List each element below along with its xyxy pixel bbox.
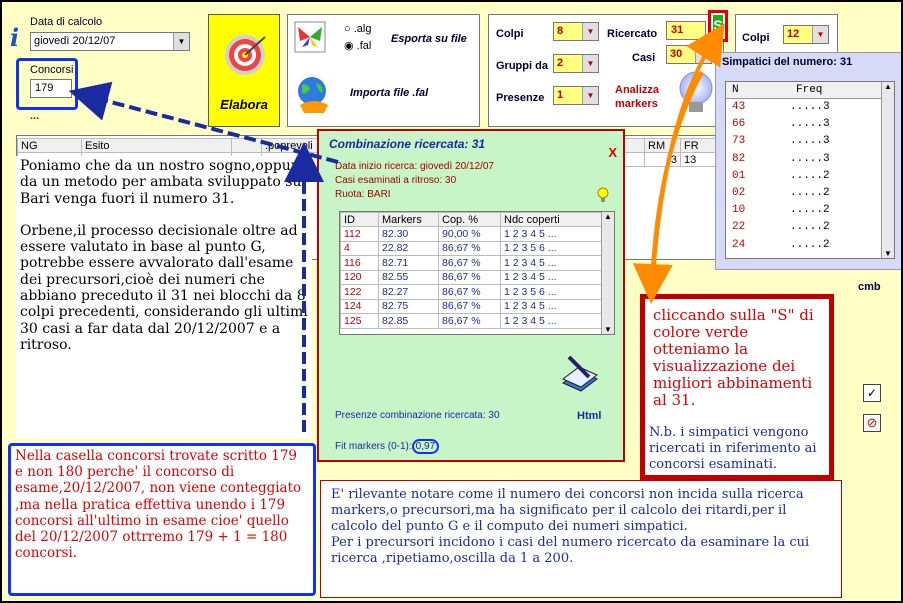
simpatici-list (725, 81, 895, 259)
scroll-up-icon[interactable]: ▲ (884, 82, 892, 91)
check-icon[interactable]: ✓ (863, 384, 881, 402)
list-item[interactable]: 22 .....2 (732, 221, 830, 234)
gruppi-select[interactable]: 2 ▼ (553, 54, 599, 73)
concorsi-input[interactable]: 179 (30, 79, 72, 98)
note-nb: N.b. i simpatici vengono ricercati in riferimento ai concorsi esaminati. (649, 425, 829, 473)
html-link[interactable]: Html (577, 410, 602, 422)
markers-body (341, 227, 602, 329)
gruppi-label: Gruppi da (496, 60, 548, 72)
fit-markers: Fit markers (0-1): 0,97 (335, 441, 439, 452)
ruota: Ruota: BARI (335, 189, 391, 200)
colpi2-select[interactable]: 12 ▼ (783, 25, 829, 44)
concorsi-label: Concorsi (30, 64, 74, 76)
file-panel (287, 14, 480, 127)
s-button[interactable]: S (708, 10, 728, 42)
chevron-down-icon[interactable]: ▼ (173, 33, 189, 50)
note-rilevante: E' rilevante notare come il numero dei concorsi non incida sulla ricerca markers,o precursori,ma ha significato per il calcolo dei ritardi,per il calcolo del punto G e il computo dei numeri simpatici. Per i precursori incidono i casi del numero ricercato da esaminare la cui ricerca ,ripetiamo,oscilla da 1 a 200. (320, 480, 842, 598)
globe-icon[interactable] (294, 75, 334, 115)
simpatici-header (726, 82, 882, 99)
esporta-link[interactable]: Esporta su file (391, 33, 467, 45)
dots-link[interactable]: ... (30, 110, 40, 122)
note-sogno: Poniamo che da un nostro sogno,oppure da un metodo per ambata sviluppato su Bari venga fuori il numero 31. Orbene,il processo decisionale oltre ad essere valutato in base al punto G, potrebbe essere avvalorato dall'esame dei precursori,cioè dei numeri che abbiano preceduto il 31 nei blocchi da 8 colpi precedenti, considerando gli ultimi 30 casi a far data dal 20/12/2007 e a ritroso. (16, 156, 312, 438)
scroll-down-icon[interactable]: ▼ (604, 325, 612, 334)
table-row[interactable]: 4 22.82 86,67 % 1 2 3 5 6 ... (341, 241, 602, 256)
fal-radio[interactable]: ◉ .fal (344, 40, 372, 52)
colpi-select[interactable]: 8 ▼ (553, 22, 599, 41)
note-cliccando: cliccando sulla "S" di colore verde otteniamo la visualizzazione dei migliori abbinamenti al 31. (653, 307, 825, 409)
simpatici-scrollbar[interactable] (881, 82, 894, 258)
data-select[interactable] (30, 32, 190, 51)
analizza-link[interactable]: Analizza markers (615, 84, 660, 110)
cmb-label: cmb (858, 281, 881, 293)
markers-scrollbar[interactable] (601, 212, 614, 334)
list-item[interactable]: 10 .....2 (732, 204, 830, 217)
table-row[interactable]: 124 82.75 86,67 % 1 2 3 4 5 ... (341, 299, 602, 314)
markers-header-row: ID Markers Cop. % Ndc coperti (341, 213, 602, 227)
fit-value: 0,97 (412, 439, 439, 454)
simpatici-title: Simpatici del numero: 31 (722, 56, 853, 68)
ricercato-input[interactable]: 31 (666, 21, 706, 40)
presenze-combinazione: Presenze combinazione ricercata: 30 (335, 410, 500, 421)
lightbulb-icon[interactable] (676, 70, 716, 118)
col-freq: Freq (796, 84, 823, 96)
markers-list (339, 211, 615, 335)
colpi-label: Colpi (496, 28, 524, 40)
col-n: N (732, 84, 739, 96)
list-item[interactable]: 43 .....3 (732, 101, 830, 113)
ricercato-label: Ricercato (607, 28, 658, 40)
list-item[interactable]: 02 .....2 (732, 186, 830, 199)
list-item[interactable]: 24 .....2 (732, 238, 830, 251)
scroll-up-icon[interactable]: ▲ (604, 212, 612, 221)
list-item[interactable]: 73 .....3 (732, 135, 830, 148)
results-header-row: NG Esito .poprevoli RM FR (18, 139, 721, 153)
table-row[interactable]: 112 82.30 90,00 % 1 2 3 4 5 ... (341, 227, 602, 242)
info-icon: i (10, 23, 20, 52)
target-icon (221, 31, 269, 79)
list-item[interactable]: 01 .....2 (732, 169, 830, 182)
table-row[interactable]: 125 82.85 86,67 % 1 2 3 4 5 ... (341, 314, 602, 329)
lightbulb-icon (596, 187, 610, 203)
presenze-select[interactable]: 1 ▼ (553, 86, 599, 105)
list-item[interactable]: 66 .....3 (732, 118, 830, 131)
simpatici-rows (726, 101, 882, 256)
scroll-down-icon[interactable]: ▼ (884, 249, 892, 258)
data-label: Data di calcolo (30, 16, 103, 28)
butterfly-icon[interactable] (294, 21, 326, 53)
casi-select[interactable]: 30 ▼ (666, 45, 712, 64)
close-icon[interactable]: X (608, 145, 617, 160)
data-value: giovedì 20/12/07 (34, 35, 116, 47)
elabora-label: Elabora (220, 97, 268, 112)
table-row[interactable]: 3 13 (18, 153, 721, 167)
list-item[interactable]: 82 .....3 (732, 152, 830, 165)
colpi2-label: Colpi (742, 32, 770, 44)
casi-esaminati: Casi esaminati a ritroso: 30 (335, 175, 457, 186)
table-row[interactable]: 122 82.27 86,67 % 1 2 3 5 6 ... (341, 285, 602, 300)
combinazione-title: Combinazione ricercata: 31 (329, 137, 486, 151)
presenze-label: Presenze (496, 92, 545, 104)
casi-label: Casi (632, 52, 656, 64)
alg-radio[interactable]: ○ .alg (344, 23, 372, 35)
note-concorsi: Nella casella concorsi trovate scritto 179 e non 180 perche' il concorso di esame,20/12/2007, non viene conteggiato ,ma nella pratica effettiva unendo i 179 concorsi all'ultimo in esame cioe' quello del 20/12/2007 ottrremo 179 + 1 = 180 concorsi. (8, 443, 316, 596)
combinazione-window (317, 129, 625, 462)
book-icon[interactable] (559, 353, 601, 395)
cancel-icon[interactable]: ⊘ (863, 414, 881, 432)
elabora-button[interactable] (208, 14, 280, 127)
table-row[interactable]: 116 82.71 86,67 % 1 2 3 4 5 ... (341, 256, 602, 271)
note-cliccando-box (640, 294, 834, 480)
inizio-ricerca: Data inizio ricerca: giovedì 20/12/07 (335, 161, 494, 172)
importa-link[interactable]: Importa file .fal (350, 87, 429, 99)
table-row[interactable]: 120 82.55 86,67 % 1 2 3 4 5 ... (341, 270, 602, 285)
markers-table (340, 212, 602, 329)
